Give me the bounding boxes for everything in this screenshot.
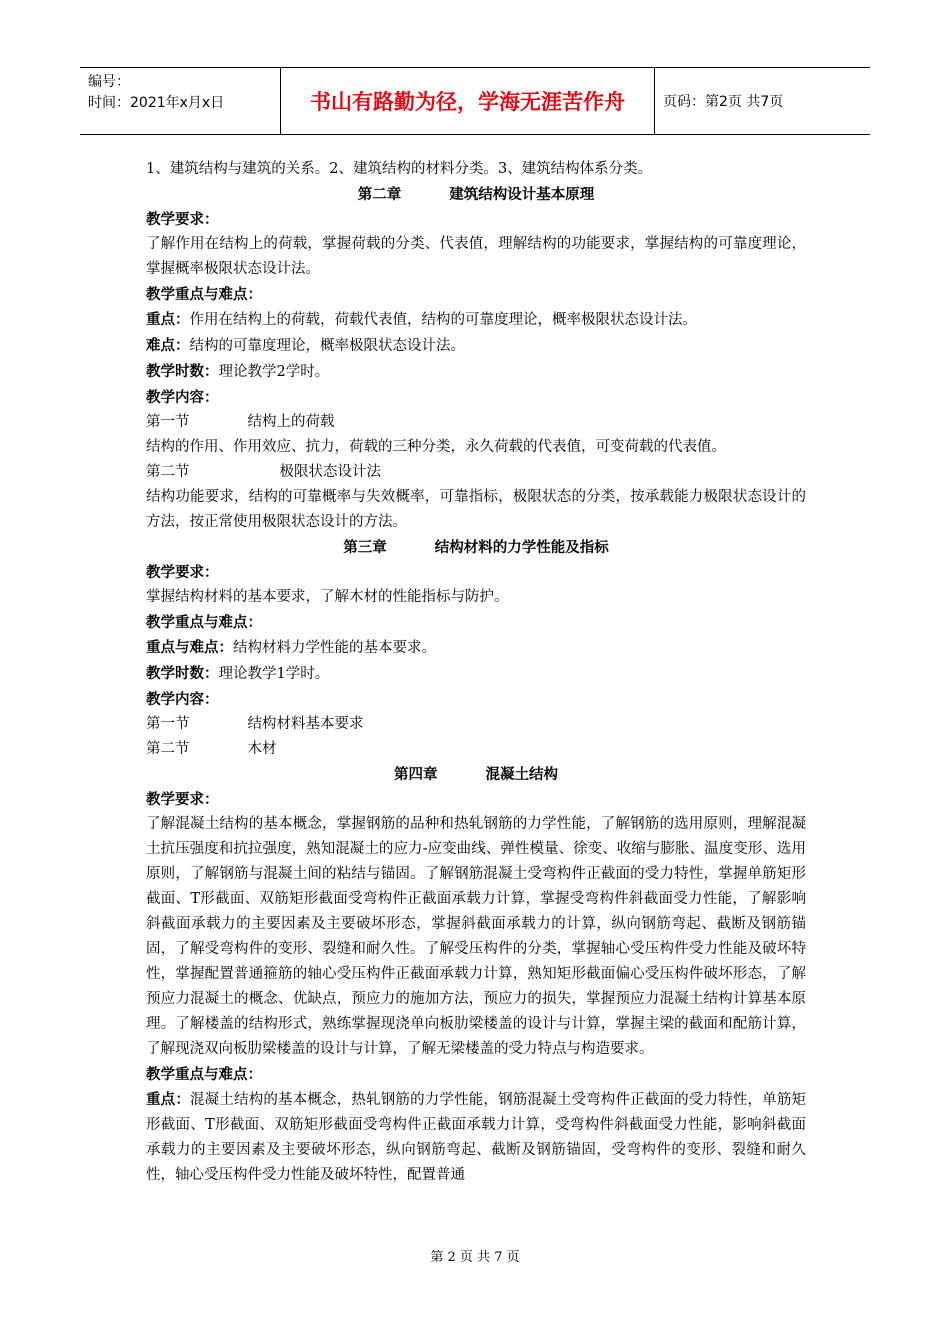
section-number: 第二节 xyxy=(146,741,190,757)
page-footer: 第 2 页 共 7 页 xyxy=(430,1250,520,1265)
key-points xyxy=(146,1087,806,1188)
difficult-label: 难点： xyxy=(146,337,190,354)
header-page-info: 页码：第2页 共7页 xyxy=(663,94,784,110)
chapter-3-heading xyxy=(146,535,806,560)
teaching-hours xyxy=(146,359,806,385)
section-number: 第二节 xyxy=(146,464,190,480)
section-text: 结构的作用、作用效应、抗力，荷载的三种分类，永久荷载的代表值，可变荷载的代表值。 xyxy=(146,439,726,455)
section-text: 结构功能要求，结构的可靠概率与失效概率，可靠指标，极限状态的分类，按承载能力极限状态设计的方法，按正常使用极限状态设计的方法。 xyxy=(146,489,806,530)
teaching-hours xyxy=(146,661,806,687)
section-number: 第一节 xyxy=(146,414,190,430)
teaching-content-label: 教学内容： xyxy=(146,389,219,406)
chapter-title: 结构材料的力学性能及指标 xyxy=(434,539,609,556)
key-difficult-inline-label: 重点与难点： xyxy=(146,639,233,656)
key-points xyxy=(146,307,806,333)
difficult-text: 结构的可靠度理论，概率极限状态设计法。 xyxy=(189,338,465,354)
chapter-number: 第二章 xyxy=(357,186,402,203)
hours-label: 教学时数： xyxy=(146,363,219,380)
header-meta xyxy=(80,68,280,134)
teaching-requirements-text: 了解作用在结构上的荷载，掌握荷载的分类、代表值，理解结构的功能要求，掌握结构的可靠度理论，掌握概率极限状态设计法。 xyxy=(146,236,806,277)
teaching-requirements-label: 教学要求： xyxy=(146,211,219,228)
section-number: 第一节 xyxy=(146,716,190,732)
intro-line: 1、建筑结构与建筑的关系。2、建筑结构的材料分类。3、建筑结构体系分类。 xyxy=(146,161,653,177)
chapter-4-heading xyxy=(146,762,806,787)
section-heading xyxy=(146,712,806,737)
teaching-content-label: 教学内容： xyxy=(146,691,219,708)
key-difficult-label: 教学重点与难点： xyxy=(146,614,262,631)
code-label: 编号： xyxy=(88,74,130,90)
section-title: 结构上的荷载 xyxy=(247,414,335,430)
chapter-2-heading xyxy=(146,182,806,207)
chapter-title: 建筑结构设计基本原理 xyxy=(449,186,595,203)
date-label: 时间：2021年x月x日 xyxy=(88,95,225,111)
key-text: 混凝土结构的基本概念，热轧钢筋的力学性能，钢筋混凝土受弯构件正截面的受力特性，单筋矩形截面、T形截面、双筋矩形截面受弯构件正截面承载力计算，受弯构件斜截面受力性能，影响斜截面承载力的主要因素及主要破坏形态，纵向钢筋弯起、截断及钢筋锚固，受弯构件的变形、裂缝和耐久性，轴心受压构件受力性能及破坏特性，配置普通 xyxy=(146,1092,807,1183)
section-heading xyxy=(146,410,806,435)
section-heading xyxy=(146,460,806,485)
section-title: 极限状态设计法 xyxy=(279,464,381,480)
hours-label: 教学时数： xyxy=(146,665,219,682)
hours-text: 理论教学2学时。 xyxy=(218,364,330,380)
key-difficult-label: 教学重点与难点： xyxy=(146,1066,262,1083)
chapter-number: 第四章 xyxy=(394,766,438,783)
document-header xyxy=(80,67,870,135)
hours-text: 理论教学1学时。 xyxy=(218,666,330,682)
header-motto: 书山有路勤为径，学海无涯苦作舟 xyxy=(280,68,655,134)
key-text: 作用在结构上的荷载，荷载代表值，结构的可靠度理论，概率极限状态设计法。 xyxy=(189,312,697,328)
teaching-requirements-label: 教学要求： xyxy=(146,791,219,808)
teaching-requirements-text: 了解混凝土结构的基本概念，掌握钢筋的品种和热轧钢筋的力学性能，了解钢筋的选用原则，理解混凝土抗压强度和抗拉强度，熟知混凝土的应力-应变曲线、弹性模量、徐变、收缩与膨胀、温度变形、选用原则，了解钢筋与混凝土间的粘结与锚固。了解钢筋混凝土受弯构件正截面的受力特性，掌握单筋矩形截面、T形截面、双筋矩形截面受弯构件正截面承载力计算，掌握受弯构件斜截面受力性能，了解影响斜截面承载力的主要因素及主要破坏形态，掌握斜截面承载力的计算，纵向钢筋弯起、截断及钢筋锚固，了解受弯构件的变形、裂缝和耐久性。了解受压构件的分类，掌握轴心受压构件受力性能及破坏特性，掌握配置普通箍筋的轴心受压构件正截面承载力计算，熟知矩形截面偏心受压构件破坏形态，了解预应力混凝土的概念、优缺点，预应力的施加方法，预应力的损失，掌握预应力混凝土结构计算基本原理。了解楼盖的结构形式，熟练掌握现浇单向板肋梁楼盖的设计与计算，掌握主梁的截面和配筋计算，了解现浇双向板肋梁楼盖的设计与计算，了解无梁楼盖的受力特点与构造要求。 xyxy=(146,816,806,1057)
chapter-number: 第三章 xyxy=(343,539,387,556)
section-title: 木材 xyxy=(247,741,277,757)
key-difficult-points xyxy=(146,635,806,661)
chapter-title: 混凝土结构 xyxy=(485,766,558,783)
section-title: 结构材料基本要求 xyxy=(247,716,364,732)
teaching-requirements-label: 教学要求： xyxy=(146,564,219,581)
key-label: 重点： xyxy=(146,1091,191,1108)
teaching-requirements-text: 掌握结构材料的基本要求，了解木材的性能指标与防护。 xyxy=(146,589,509,605)
key-difficult-label: 教学重点与难点： xyxy=(146,286,262,303)
key-difficult-text: 结构材料力学性能的基本要求。 xyxy=(233,640,436,656)
section-heading xyxy=(146,737,806,762)
key-label: 重点： xyxy=(146,311,190,328)
difficult-points xyxy=(146,333,806,359)
document-body xyxy=(146,157,806,1188)
